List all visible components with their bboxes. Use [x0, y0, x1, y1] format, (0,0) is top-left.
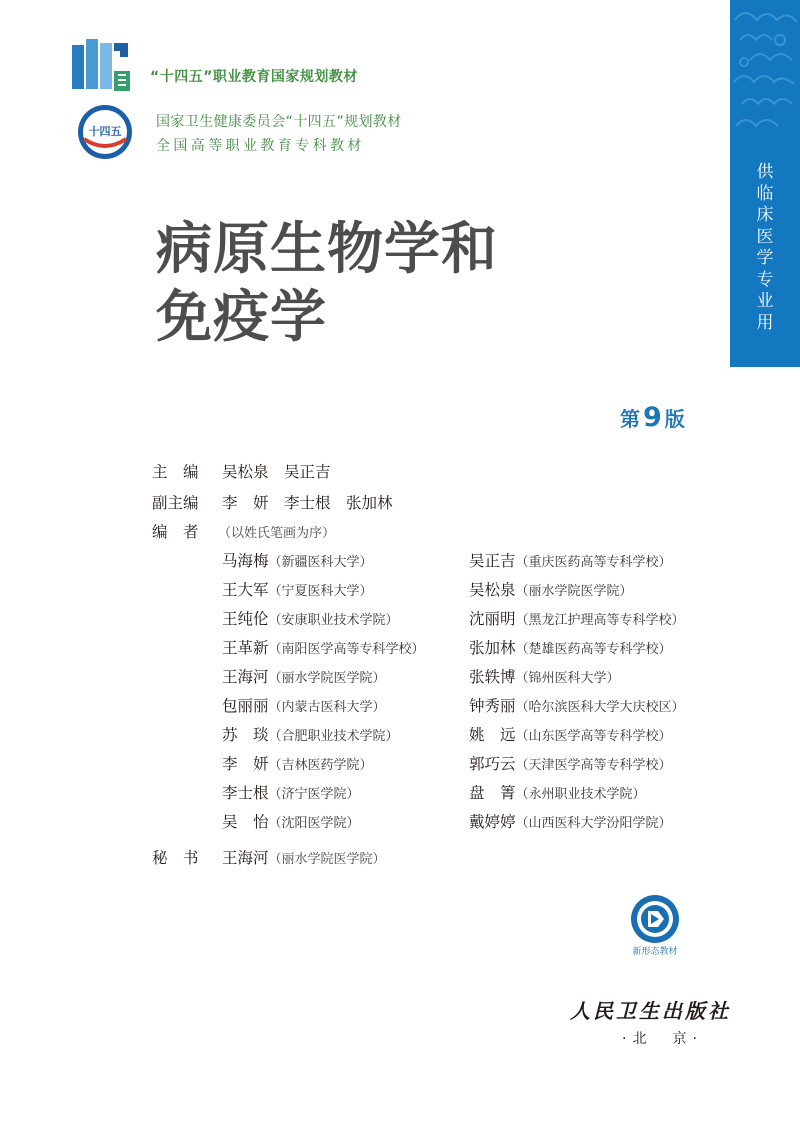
secretary-affiliation: （丽水学院医学院） [268, 852, 386, 867]
edition-prefix: 第 [620, 407, 640, 431]
deputy-editors-label: 副主编 [152, 494, 199, 512]
author-entry: 苏 琰（合肥职业技术学院） [222, 726, 399, 744]
audience-char: 供 [756, 162, 774, 182]
audience-char: 临 [756, 183, 774, 204]
author-entry: 张轶博（锦州医科大学） [469, 668, 620, 686]
chief-editors [152, 460, 331, 482]
audience-char: 专 [756, 269, 774, 290]
author-entry: 王纯伦（安康职业技术学院） [222, 610, 399, 628]
author-entry: 吴 怡（沈阳医学院） [222, 813, 360, 831]
series-title-health-commission: 国家卫生健康委员会“十四五”规划教材 [156, 114, 402, 130]
authors-order-note: （以姓氏笔画为序） [218, 526, 336, 541]
audience-label [730, 162, 800, 334]
audience-char: 用 [756, 312, 774, 333]
book-title-line1: 病原生物学和 [156, 217, 498, 282]
cloud-pattern-decoration [730, 0, 800, 150]
fourteenth-five-year-plan-logo [76, 103, 134, 161]
author-entry: 马海梅（新疆医科大学） [222, 552, 373, 570]
audience-char: 床 [756, 205, 774, 225]
audience-char: 医 [756, 226, 774, 247]
author-entry: 李士根（济宁医学院） [222, 784, 360, 802]
author-entry: 王革新（南阳医学高等专科学校） [222, 639, 425, 657]
author-entry: 吴正吉（重庆医药高等专科学校） [469, 552, 672, 570]
vocational-education-logo [70, 35, 132, 97]
book-title-line2: 免疫学 [156, 285, 327, 350]
audience-char: 学 [756, 248, 774, 268]
author-entry: 沈丽明（黑龙江护理高等专科学校） [469, 610, 685, 628]
authors-heading [152, 520, 335, 542]
secretary-name: 王海河 [222, 849, 269, 867]
author-entry: 吴松泉（丽水学院医学院） [469, 581, 633, 599]
edition-suffix: 版 [664, 407, 685, 431]
logo2-text: 十四五 [88, 125, 122, 138]
new-media-textbook-badge [620, 892, 690, 962]
chief-editors-names: 吴松泉 吴正吉 [222, 463, 331, 481]
series-title-college: 全国高等职业教育专科教材 [156, 138, 365, 154]
author-entry: 钟秀丽（哈尔滨医科大学大庆校区） [469, 697, 685, 715]
author-entry: 包丽丽（内蒙古医科大学） [222, 697, 386, 715]
author-entry: 戴婷婷（山西医科大学汾阳学院） [469, 813, 672, 831]
author-entry: 李 妍（吉林医药学院） [222, 755, 373, 773]
deputy-editors-names: 李 妍 李士根 张加林 [222, 494, 393, 512]
series-title-vocational: “十四五”职业教育国家规划教材 [150, 69, 358, 85]
author-entry: 盘 箐（永州职业技术学院） [469, 784, 646, 802]
author-entry: 王大军（宁夏医科大学） [222, 581, 373, 599]
chief-editors-label: 主 编 [152, 463, 199, 481]
audience-band [730, 0, 800, 367]
book-title [156, 216, 498, 352]
author-entry: 郭巧云（天津医学高等专科学校） [469, 755, 672, 773]
audience-char: 业 [756, 291, 774, 311]
publisher-city: ·北 京· [622, 1031, 703, 1047]
secretary [152, 846, 386, 868]
author-entry: 王海河（丽水学院医学院） [222, 668, 386, 686]
deputy-editors [152, 491, 393, 513]
author-entry: 姚 远（山东医学高等专科学校） [469, 726, 672, 744]
edition-number: 9 [643, 402, 662, 433]
edition-label [620, 402, 685, 433]
new-media-label: 新形态教材 [632, 947, 678, 957]
author-entry: 张加林（楚雄医药高等专科学校） [469, 639, 672, 657]
secretary-label: 秘 书 [152, 849, 199, 867]
publisher-name: 人民卫生出版社 [570, 999, 731, 1023]
authors-label: 编 者 [152, 523, 199, 541]
